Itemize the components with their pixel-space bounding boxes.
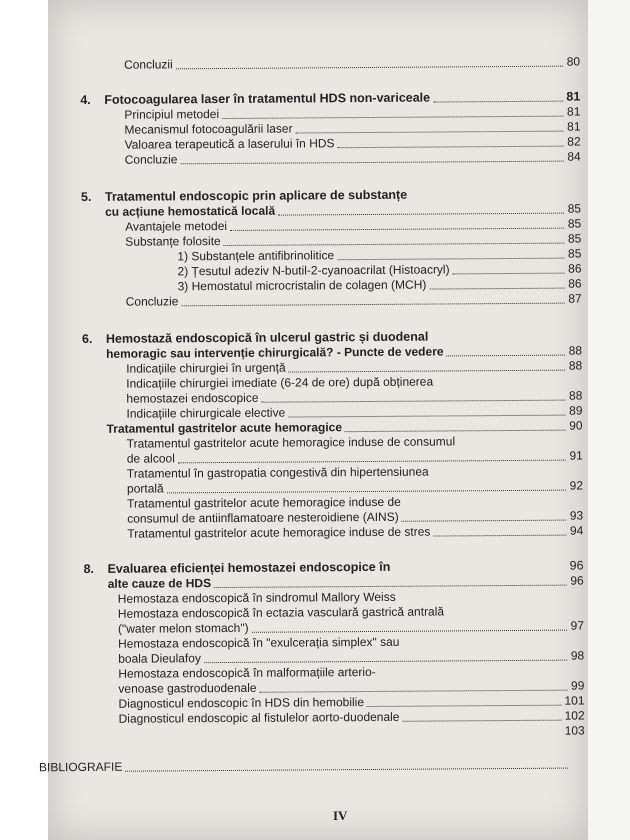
dot-leader [224,243,565,246]
chapter-number: 6. [81,331,93,346]
dot-leader [402,720,561,722]
toc-entry-label: 3) Hemostatul microcristalin de colagen (MCH) [177,277,427,294]
section-page: 90 [569,418,583,433]
chapter-title: Tratamentul endoscopic prin aplicare de substanțe [104,187,408,204]
chapter-page: 88 [568,343,583,358]
toc-entry-page: 88 [568,388,583,403]
dot-leader [453,273,565,275]
dot-leader [367,705,562,707]
dot-leader [230,228,564,231]
dot-leader [180,161,563,165]
chapter-page: 81 [566,89,581,104]
toc-entry-label: Concluzie [124,152,178,167]
dot-leader [337,258,564,261]
toc-entry-page: 91 [569,448,583,463]
toc-entry-label: Tratamentul gastritelor acute hemoragice induse de [127,494,401,511]
dot-leader [176,66,563,70]
toc-entry-page: 101 [564,693,585,708]
toc-entry-page: 86 [568,261,582,276]
dot-leader [288,415,565,418]
chapter-title: alte cauze de HDS [107,576,212,591]
chapter-page: 96 [570,573,584,588]
dot-leader [252,630,567,633]
chapter-title: hemoragic sau intervenție chirurgicală? - Puncte de vedere [106,344,444,361]
chapter-number: 4. [80,92,91,107]
toc-entry-label: Hemostaza endoscopică în "exulcerația simplex" sau [118,634,400,651]
dot-leader [214,585,567,588]
dot-leader [447,355,566,357]
chapter-page: 96 [569,558,584,573]
toc-entry-page: 103 [564,723,585,738]
dot-leader [261,400,565,403]
chapter-number: 8. [83,561,95,576]
section-title: Tratamentul gastritelor acute hemoragice [106,420,343,436]
toc-entry-label: Avantajele metodei [125,218,228,234]
page-margin [588,0,630,840]
dot-leader [260,690,568,693]
toc-entry-label: Diagnosticul endoscopic în HDS din hemobilie [118,695,365,711]
dot-leader [393,571,566,572]
toc-entry-label: 2) Țesutul adeziv N-butil-2-cyanoacrilat (Histoacryl) [177,262,450,279]
dot-leader [402,520,567,522]
chapter-page: 85 [567,201,582,216]
toc-entry-page: 93 [569,508,584,523]
chapter-number: 5. [80,189,92,204]
toc-entry-label: boala Dieulafoy [118,651,201,666]
dot-leader [222,116,563,119]
toc-entry-label: consumul de antiinflamatoare nesteroidiene (AINS) [127,509,399,526]
toc-entry-label: Tratamentul în gastropatia congestivă din hipertensiunea [126,464,429,481]
toc-entry-page: 82 [567,134,581,149]
toc-entry-label: hemostazei endoscopice [126,390,259,406]
toc-entry-label: 1) Substanțele antifibrinolitice [177,248,335,264]
toc-entry-label: ("water melon stomach") [117,620,249,636]
toc-entry-page: 94 [569,523,584,538]
toc-entry-page: 99 [570,678,585,693]
dot-leader [167,490,566,494]
chapter-title: Fotocoagularea laser în tratamentul HDS non-variceale [104,90,431,107]
dot-leader [178,460,566,464]
toc-entry [83,523,583,541]
toc-entry-label: Hemostaza endoscopică în sindromul Mallory Weiss [117,589,396,606]
toc-entry-label: Indicațiile chirurgiei în urgență [126,360,286,376]
dot-leader [181,303,564,307]
dot-leader [338,146,564,149]
chapter-title: Evaluarea eficienței hemostazei endoscopice în [107,559,391,576]
toc-entry [81,150,581,168]
table-of-contents [38,54,585,775]
toc-entry-label: venoase gastroduodenale [118,680,257,696]
toc-entry-label: Valoarea terapeutică a laserului în HDS [124,136,335,152]
dot-leader [433,535,566,537]
toc-entry-label: Substanțe folosite [125,234,221,249]
toc-entry-page: 88 [568,358,583,373]
toc-entry-page: 87 [568,291,582,306]
toc-entry-page: 85 [567,231,582,246]
toc-entry-page: 85 [567,216,582,231]
toc-entry-page: 84 [567,149,581,164]
chapter-title: Hemostază endoscopică în ulcerul gastric și duodenal [105,329,429,346]
toc-entry-label: Indicațiile chirurgiei imediate (6-24 de ore) după obținerea [126,374,434,391]
toc-entry-page: 80 [566,54,581,69]
page-number: IV [333,808,348,823]
chapter-title: cu acțiune hemostatică locală [105,203,276,219]
toc-entry-label: Mecanismul fotocoagulării laser [124,121,293,137]
toc-entry-label: Hemostaza endoscopică în malformațiile arterio- [118,664,376,681]
toc-entry-page: 81 [567,119,581,134]
dot-leader [278,213,564,216]
toc-entry-page: 97 [570,618,585,633]
toc-entry [80,55,580,73]
toc-entry-label: Indicațiile chirurgicale elective [126,405,286,421]
dot-leader [204,660,567,664]
toc-entry-page: 98 [570,648,585,663]
dot-leader [289,370,566,373]
toc-entry-page: 85 [567,246,582,261]
dot-leader [433,101,563,103]
toc-entry-page: 92 [569,478,584,493]
dot-leader [345,430,566,433]
toc-entry-page: 86 [568,276,582,291]
toc-entry-label: Tratamentul gastritelor acute hemoragice induse de consumul [126,434,456,451]
toc-entry-label: Concluzii [123,57,173,72]
toc-entry-page: 102 [564,708,585,723]
toc-entry-label: portală [126,481,164,496]
toc-entry-page: 89 [569,403,583,418]
toc-entry-page: 81 [566,104,581,119]
toc-entry-label: Diagnosticul endoscopic al fistulelor aorto-duodenale [118,709,400,726]
toc-entry-label: Concluzie [125,294,179,309]
toc-entry [82,292,582,310]
toc-entry-label: Hemostaza endoscopică în ectazia vasculară gastrică antrală [117,604,445,621]
dot-leader [125,768,568,772]
toc-entry-label: Tratamentul gastritelor acute hemoragice induse de stres [127,524,431,541]
toc-entry-label: Principiul metodei [124,107,220,122]
bibliography-label: BIBLIOGRAFIE [38,759,123,775]
toc-entry-label: de alcool [126,451,175,466]
dot-leader [296,131,564,134]
dot-leader [112,736,562,739]
dot-leader [429,288,564,290]
